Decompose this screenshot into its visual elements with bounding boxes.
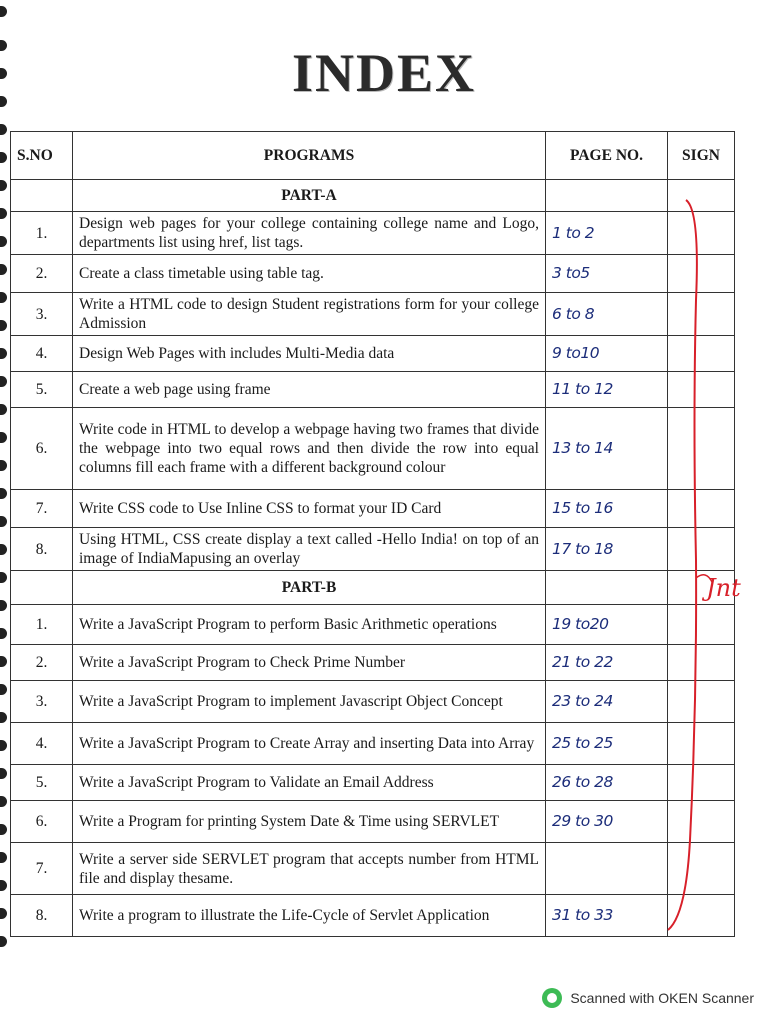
header-programs: PROGRAMS bbox=[73, 132, 546, 180]
part-label: PART-B bbox=[73, 571, 546, 605]
serial-number: 4. bbox=[11, 723, 73, 765]
serial-number: 8. bbox=[11, 528, 73, 571]
footer-text: Scanned with OKEN Scanner bbox=[570, 990, 754, 1006]
header-page: PAGE NO. bbox=[546, 132, 668, 180]
serial-number: 6. bbox=[11, 801, 73, 843]
program-text: Design web pages for your college containing college name and Logo, departments list using href, list tags. bbox=[73, 212, 546, 255]
program-text: Create a class timetable using table tag. bbox=[73, 255, 546, 293]
signature-text: Jnt bbox=[706, 574, 741, 602]
program-text: Write a JavaScript Program to Create Array and inserting Data into Array bbox=[73, 723, 546, 765]
serial-number: 5. bbox=[11, 765, 73, 801]
program-text: Write CSS code to Use Inline CSS to format your ID Card bbox=[73, 490, 546, 528]
serial-number: 3. bbox=[11, 681, 73, 723]
scanner-logo-icon bbox=[542, 988, 562, 1008]
program-text: Write a JavaScript Program to Check Prime Number bbox=[73, 645, 546, 681]
serial-number: 7. bbox=[11, 490, 73, 528]
program-text: Write code in HTML to develop a webpage having two frames that divide the webpage into two equal rows and then divide the row into equal columns fill each frame with a different background colour bbox=[73, 408, 546, 490]
page-number: 23 to 24 bbox=[546, 681, 668, 723]
program-text: Write a JavaScript Program to Validate an Email Address bbox=[73, 765, 546, 801]
page-number: 21 to 22 bbox=[546, 645, 668, 681]
page-number: 15 to 16 bbox=[546, 490, 668, 528]
program-text: Write a JavaScript Program to perform Basic Arithmetic operations bbox=[73, 605, 546, 645]
serial-number: 6. bbox=[11, 408, 73, 490]
page-number: 31 to 33 bbox=[546, 895, 668, 937]
page-number: 26 to 28 bbox=[546, 765, 668, 801]
serial-number: 1. bbox=[11, 212, 73, 255]
page-number: 1 to 2 bbox=[546, 212, 668, 255]
page-number: 3 to5 bbox=[546, 255, 668, 293]
page-number: 19 to20 bbox=[546, 605, 668, 645]
serial-number: 7. bbox=[11, 843, 73, 895]
page-number: 6 to 8 bbox=[546, 293, 668, 336]
serial-number: 4. bbox=[11, 336, 73, 372]
page-number: 9 to10 bbox=[546, 336, 668, 372]
program-text: Using HTML, CSS create display a text called -Hello India! on top of an image of IndiaMapusing an overlay bbox=[73, 528, 546, 571]
page-number: 13 to 14 bbox=[546, 408, 668, 490]
serial-number: 1. bbox=[11, 605, 73, 645]
program-text: Create a web page using frame bbox=[73, 372, 546, 408]
serial-number: 2. bbox=[11, 255, 73, 293]
program-text: Write a server side SERVLET program that accepts number from HTML file and display thesame. bbox=[73, 843, 546, 895]
serial-number: 8. bbox=[11, 895, 73, 937]
program-text: Write a program to illustrate the Life-Cycle of Servlet Application bbox=[73, 895, 546, 937]
serial-number: 5. bbox=[11, 372, 73, 408]
page-number: 25 to 25 bbox=[546, 723, 668, 765]
page-number: 17 to 18 bbox=[546, 528, 668, 571]
serial-number: 3. bbox=[11, 293, 73, 336]
program-text: Write a Program for printing System Date & Time using SERVLET bbox=[73, 801, 546, 843]
header-sno: S.NO bbox=[11, 132, 73, 180]
program-text: Design Web Pages with includes Multi-Media data bbox=[73, 336, 546, 372]
part-label: PART-A bbox=[73, 180, 546, 212]
page-number: 11 to 12 bbox=[546, 372, 668, 408]
scanner-footer bbox=[542, 988, 754, 1008]
page-title: INDEX bbox=[291, 43, 477, 103]
program-text: Write a JavaScript Program to implement Javascript Object Concept bbox=[73, 681, 546, 723]
serial-number: 2. bbox=[11, 645, 73, 681]
page-number: 29 to 30 bbox=[546, 801, 668, 843]
header-sign: SIGN bbox=[668, 132, 735, 180]
program-text: Write a HTML code to design Student registrations form for your college Admission bbox=[73, 293, 546, 336]
